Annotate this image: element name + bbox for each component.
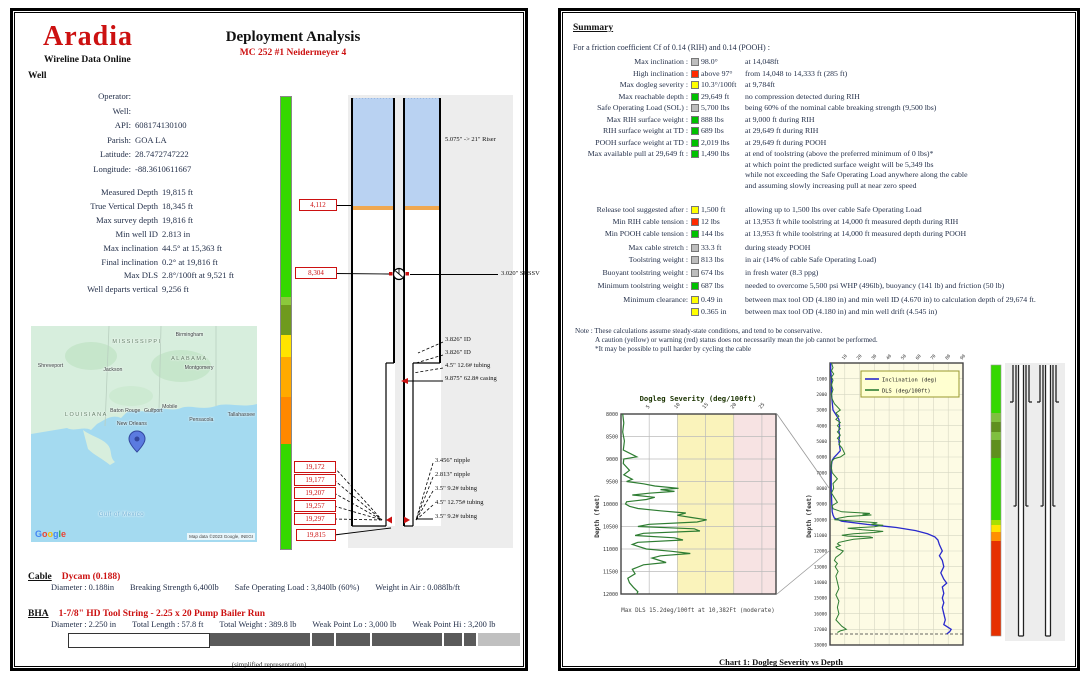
summary-label: Max inclination :: [634, 57, 688, 66]
svg-text:50: 50: [900, 354, 908, 362]
map-city-label: Gulfport: [144, 408, 163, 415]
map-city-label: Jackson: [103, 367, 123, 374]
bha-details: [51, 620, 511, 629]
summary-description: between max tool OD (4.180 in) and min well drift (4.545 in): [745, 307, 938, 316]
summary-description: at 14,048ft: [745, 57, 779, 66]
svg-text:Inclination (deg): Inclination (deg): [882, 377, 938, 384]
svg-text:9000: 9000: [816, 502, 827, 508]
info-label: Max inclination: [103, 242, 158, 253]
summary-label: Min RIH cable tension :: [612, 217, 688, 226]
bha-segment: [372, 633, 442, 646]
well-identity-block: [13, 91, 273, 183]
info-value: 2.813 in: [162, 228, 191, 239]
well-info-row: [13, 149, 189, 159]
info-label: Operator:: [98, 91, 131, 101]
summary-label: Safe Operating Load (SOL) :: [597, 103, 688, 112]
page-summary: [558, 8, 1080, 671]
svg-text:18000: 18000: [813, 643, 827, 649]
map-land-shape: [31, 326, 257, 542]
svg-text:8500: 8500: [605, 434, 618, 441]
depth-marker-box: 19,177: [294, 474, 336, 486]
well-survey-block: [13, 187, 293, 303]
summary-label: Release tool suggested after :: [596, 205, 688, 214]
page-deployment-analysis: [10, 8, 540, 671]
tubing-label: 9.875" 62.8# casing: [445, 375, 497, 382]
info-value: 2.8°/100ft at 9,521 ft: [162, 270, 234, 281]
detail-item: Weight in Air : 0.088lb/ft: [375, 583, 461, 592]
svg-text:2000: 2000: [816, 392, 827, 398]
depth-marker-box: 4,112: [299, 199, 337, 211]
svg-text:70: 70: [930, 354, 938, 362]
cable-section: [28, 566, 120, 584]
status-square-gray: [691, 244, 699, 252]
summary-label: Max RIH surface weight :: [606, 114, 688, 124]
bha-heading: BHA: [28, 609, 49, 619]
status-square-gray: [691, 256, 699, 264]
bha-segment: [444, 633, 462, 646]
summary-value: 10.3°/100ft: [701, 80, 737, 89]
svg-text:4000: 4000: [816, 424, 827, 430]
info-value: 9,256 ft: [162, 284, 189, 295]
google-logo-letter: e: [61, 529, 67, 539]
info-label: Max survey depth: [95, 214, 158, 225]
well-section-heading: Well: [28, 71, 47, 81]
svg-text:11500: 11500: [602, 569, 618, 576]
summary-value: 29,649 ft: [701, 91, 730, 101]
info-label: Well:: [112, 105, 131, 116]
tubing-label: 4.5" 12.6# tubing: [445, 362, 491, 369]
bha-section: [28, 603, 265, 621]
bha-segment: [312, 633, 334, 646]
google-logo: [35, 529, 66, 539]
well-info-row: [13, 201, 193, 211]
summary-heading: Summary: [573, 23, 614, 33]
riser-label: 5.075" -> 21" Riser: [445, 136, 496, 143]
cable-details: [51, 583, 476, 592]
svg-text:Depth (feet): Depth (feet): [806, 494, 813, 538]
info-label: Well departs vertical: [87, 284, 158, 295]
chart1-caption: Chart 1: Dogleg Severity vs Depth: [719, 657, 843, 667]
map-city-label: New Orleans: [116, 421, 147, 428]
summary-label: POOH surface weight at TD :: [595, 137, 688, 147]
svg-text:11000: 11000: [813, 533, 827, 539]
well-info-row: [13, 243, 222, 253]
summary-label: Minimum toolstring weight :: [597, 281, 688, 290]
svg-text:11000: 11000: [602, 546, 618, 553]
depth-marker-box: 19,257: [294, 500, 336, 512]
summary-value: 888 lbs: [701, 114, 724, 124]
note-line: A caution (yellow) or warning (red) status does not necessarily mean the job cannot be performed.: [595, 336, 878, 344]
svg-text:12000: 12000: [602, 591, 618, 598]
bha-segment: [336, 633, 370, 646]
svg-text:7000: 7000: [816, 471, 827, 477]
well-info-row: [13, 257, 218, 267]
svg-text:14000: 14000: [813, 580, 827, 586]
note-line: Note : These calculations assume steady-state conditions, and tend to be conservative.: [575, 327, 823, 335]
summary-label: Max cable stretch :: [628, 243, 688, 252]
map-city-label: Montgomery: [184, 364, 214, 371]
map-city-label: Mobile: [162, 403, 178, 410]
detail-item: Weak Point Hi : 3,200 lb: [412, 620, 496, 629]
svg-text:10500: 10500: [602, 524, 618, 531]
summary-description: no compression detected during RIH: [745, 91, 860, 101]
depth-marker-box: 19,172: [294, 461, 336, 473]
well-info-row: [13, 284, 189, 294]
summary-value: 687 lbs: [701, 281, 724, 290]
status-square-gray: [691, 58, 699, 66]
status-square-yellow: [691, 308, 699, 316]
component-label: 3.5" 9.2# tubing: [435, 513, 478, 520]
component-label: 2.813" nipple: [435, 471, 471, 478]
info-label: Final inclination: [101, 256, 158, 267]
info-value: -88.3610611667: [135, 164, 192, 174]
summary-value: 0.49 in: [701, 295, 723, 304]
summary-label: Max dogleg severity :: [619, 80, 688, 89]
status-square-gray: [691, 104, 699, 112]
summary-description: in air (14% of cable Safe Operating Load): [745, 255, 877, 264]
depth-marker-box: 19,207: [294, 487, 336, 499]
svg-text:9500: 9500: [605, 479, 618, 486]
summary-description: in fresh water (8.3 ppg): [745, 268, 819, 277]
info-label: Parish:: [107, 134, 131, 145]
bha-caption: (simplified representation): [231, 661, 307, 669]
cable-heading: Cable: [28, 572, 52, 582]
summary-description: at 13,953 ft while toolstring at 14,000 ft measured depth during RIH: [745, 217, 959, 226]
svg-text:20: 20: [729, 401, 739, 411]
svg-text:6000: 6000: [816, 455, 827, 461]
info-label: API:: [114, 120, 131, 131]
info-label: Longitude:: [93, 164, 131, 174]
status-square-gray: [691, 269, 699, 277]
bha-segment: [464, 633, 476, 646]
svg-text:10000: 10000: [813, 518, 827, 524]
map-region-label: LOUISIANA: [64, 412, 108, 419]
svg-text:1000: 1000: [816, 377, 827, 383]
summary-value: 689 lbs: [701, 126, 724, 135]
svg-text:8000: 8000: [605, 411, 618, 418]
info-label: Min well ID: [115, 228, 158, 239]
summary-description: from 14,048 to 14,333 ft (285 ft): [745, 68, 848, 78]
svg-text:16000: 16000: [813, 612, 827, 618]
svg-text:5: 5: [645, 404, 652, 411]
summary-label: Max available pull at 29,649 ft :: [587, 149, 688, 158]
well-info-row: [13, 120, 187, 130]
summary-description: needed to overcome 5,500 psi WHP (496lb), buoyancy (141 lb) and friction (50 lb): [745, 281, 1005, 290]
summary-value: 1,500 ft: [701, 205, 726, 214]
status-square-red: [691, 70, 699, 78]
summary-description: at 9,000 ft during RIH: [745, 114, 815, 124]
summary-label: Min POOH cable tension :: [604, 229, 688, 238]
summary-value: 144 lbs: [701, 229, 724, 238]
map-city-label: Birmingham: [175, 332, 204, 339]
depth-marker-box: 19,815: [296, 529, 336, 541]
summary-value: 0.365 in: [701, 307, 727, 316]
svg-text:9000: 9000: [605, 456, 618, 463]
note-line: *It may be possible to pull harder by cycling the cable: [595, 345, 752, 353]
status-square-green: [691, 93, 699, 101]
info-value: 0.2° at 19,816 ft: [162, 256, 218, 267]
info-value: 18,345 ft: [162, 200, 194, 211]
info-value: 44.5° at 15,363 ft: [162, 242, 223, 253]
summary-value: above 97°: [701, 68, 733, 78]
info-label: Latitude:: [99, 149, 131, 160]
well-info-row: [13, 229, 190, 239]
svg-text:20: 20: [856, 354, 864, 362]
detail-item: Diameter : 2.250 in: [51, 620, 117, 629]
info-label: Measured Depth: [100, 187, 158, 197]
detail-item: Weak Point Lo : 3,000 lb: [312, 620, 397, 629]
well-info-row: [13, 164, 191, 174]
well-info-row: [13, 91, 135, 101]
bha-segment: [68, 633, 210, 648]
svg-text:90: 90: [959, 354, 967, 362]
summary-value: 2,019 lbs: [701, 137, 730, 147]
scssv-label: 3.020" SCSSV: [501, 270, 540, 277]
summary-description: between max tool OD (4.180 in) and min well ID (4.670 in) to calculation depth of 29,674 ft.: [745, 295, 1036, 304]
component-label: 4.5" 12.75# tubing: [435, 499, 484, 506]
svg-text:17000: 17000: [813, 627, 827, 633]
svg-text:8000: 8000: [816, 486, 827, 492]
map-city-label: Tallahassee: [227, 412, 256, 419]
summary-description: being 60% of the nominal cable breaking strength (9,500 lbs): [745, 103, 937, 112]
well-info-row: [13, 215, 193, 225]
status-square-green: [691, 230, 699, 238]
status-square-green: [691, 150, 699, 158]
info-label: True Vertical Depth: [90, 200, 158, 211]
summary-label: Minimum clearance:: [623, 295, 688, 304]
well-info-row: [13, 106, 135, 116]
summary-label: High inclination :: [632, 68, 688, 78]
summary-label: Max reachable depth :: [618, 91, 688, 101]
svg-text:10000: 10000: [602, 501, 618, 508]
svg-text:30: 30: [871, 354, 879, 362]
svg-text:12000: 12000: [813, 549, 827, 555]
detail-item: Breaking Strength 6,400lb: [130, 583, 219, 592]
svg-text:3000: 3000: [816, 408, 827, 414]
summary-description: at 29,649 ft during POOH: [745, 137, 827, 147]
status-square-yellow: [691, 296, 699, 304]
svg-text:13000: 13000: [813, 565, 827, 571]
summary-description: during steady POOH: [745, 243, 811, 252]
bha-segment: [210, 633, 310, 646]
well-name-subtitle: MC 252 #1 Neidermeyer 4: [239, 48, 347, 58]
summary-value: 674 lbs: [701, 268, 724, 277]
svg-text:Max DLS 15.2deg/100ft at 10,38: Max DLS 15.2deg/100ft at 10,382Ft (moderate): [621, 608, 775, 614]
svg-text:Depth (feet): Depth (feet): [594, 494, 601, 538]
tubing-label: 3.826" ID: [445, 349, 471, 356]
summary-label: Buoyant toolstring weight :: [602, 268, 688, 277]
status-square-green: [691, 282, 699, 290]
google-logo-letter: o: [47, 529, 54, 539]
map-marker-pin[interactable]: [129, 431, 145, 452]
status-square-red: [691, 218, 699, 226]
summary-description: at end of toolstring (above the preferred minimum of 0 lbs)* at which point the predicted surface weight will be 5,349 lbs while not exceeding the Safe Operating Load anywhere along the cable and assuming slowly increasing pull at near zero speed: [745, 149, 968, 191]
component-label: 3.456" nipple: [435, 457, 471, 464]
summary-value: 98.0°: [701, 57, 718, 66]
well-info-row: [13, 270, 234, 280]
summary-value: 1,490 lbs: [701, 149, 730, 158]
summary-description: at 13,953 ft while toolstring at 14,000 ft measured depth during POOH: [745, 229, 967, 238]
bha-name: 1-7/8" HD Tool String - 2.25 x 20 Pump Bailer Run: [58, 609, 266, 619]
summary-value: 5,700 lbs: [701, 103, 730, 112]
summary-value: 813 lbs: [701, 255, 724, 264]
dogleg-severity-charts: [561, 351, 1077, 656]
status-square-green: [691, 127, 699, 135]
info-value: 28.7472747222: [135, 149, 189, 160]
google-logo-letter: l: [58, 529, 62, 539]
info-value: 608174130100: [135, 120, 187, 131]
svg-text:5000: 5000: [816, 439, 827, 445]
info-value: GOA LA: [135, 134, 167, 145]
svg-text:40: 40: [885, 354, 894, 362]
detail-item: Total Weight : 389.8 lb: [219, 620, 297, 629]
well-info-row: [13, 187, 193, 197]
aradia-logo: Aradia: [43, 21, 133, 52]
map-region-label: ALABAMA: [171, 356, 208, 363]
summary-description: allowing up to 1,500 lbs over cable Safe Operating Load: [745, 205, 922, 214]
friction-coefficient-line: For a friction coefficient Cf of 0.14 (RIH) and 0.14 (POOH) :: [573, 43, 770, 52]
summary-description: at 29,649 ft during RIH: [745, 126, 819, 135]
summary-value: 33.3 ft: [701, 243, 722, 252]
bha-segment: [478, 633, 520, 646]
svg-text:15000: 15000: [813, 596, 827, 602]
map-region-label: MISSISSIPPI: [112, 338, 162, 345]
svg-text:10: 10: [841, 354, 849, 362]
depth-marker-box: 8,304: [295, 267, 337, 279]
info-value: 19,816 ft: [162, 214, 194, 225]
page-title: Deployment Analysis: [225, 29, 361, 45]
status-square-green: [691, 139, 699, 147]
status-square-yellow: [691, 206, 699, 214]
summary-value: 12 lbs: [701, 217, 720, 226]
google-logo-letter: o: [42, 529, 48, 539]
status-square-yellow: [691, 81, 699, 89]
cable-name: Dycam (0.188): [61, 572, 121, 582]
svg-text:25: 25: [757, 401, 767, 411]
depth-marker-box: 19,297: [294, 513, 336, 525]
map-water-label: Gulf of Mexico: [98, 511, 145, 518]
svg-text:10: 10: [673, 401, 682, 411]
map-city-label: Pensacola: [189, 416, 214, 423]
svg-text:DLS (deg/100ft): DLS (deg/100ft): [882, 388, 931, 395]
svg-text:15: 15: [701, 401, 710, 411]
google-logo-letter: g: [53, 529, 59, 539]
svg-text:60: 60: [915, 354, 923, 362]
summary-description: at 9,784ft: [745, 80, 775, 89]
info-label: Max DLS: [123, 270, 158, 281]
summary-label: RIH surface weight at TD :: [603, 126, 688, 135]
detail-item: Safe Operating Load : 3,840lb (60%): [234, 583, 360, 592]
well-info-row: [13, 135, 167, 145]
map-city-label: Shreveport: [37, 362, 64, 369]
detail-item: Diameter : 0.188in: [51, 583, 115, 592]
component-label: 3.5" 9.2# tubing: [435, 485, 478, 492]
svg-text:80: 80: [944, 354, 953, 362]
location-map[interactable]: [31, 326, 257, 542]
summary-label: Toolstring weight :: [628, 255, 688, 264]
status-square-green: [691, 116, 699, 124]
map-city-label: Baton Rouge: [110, 408, 141, 415]
svg-text:Dogleg Severity (deg/100ft): Dogleg Severity (deg/100ft): [639, 394, 757, 403]
info-value: 19,815 ft: [162, 187, 194, 197]
google-logo-letter: G: [35, 529, 43, 539]
aradia-tagline: Wireline Data Online: [44, 55, 131, 65]
map-attribution: Map data ©2023 Google, INEGI: [189, 534, 253, 539]
tubing-label: 3.826" ID: [445, 336, 471, 343]
detail-item: Total Length : 57.8 ft: [132, 620, 204, 629]
